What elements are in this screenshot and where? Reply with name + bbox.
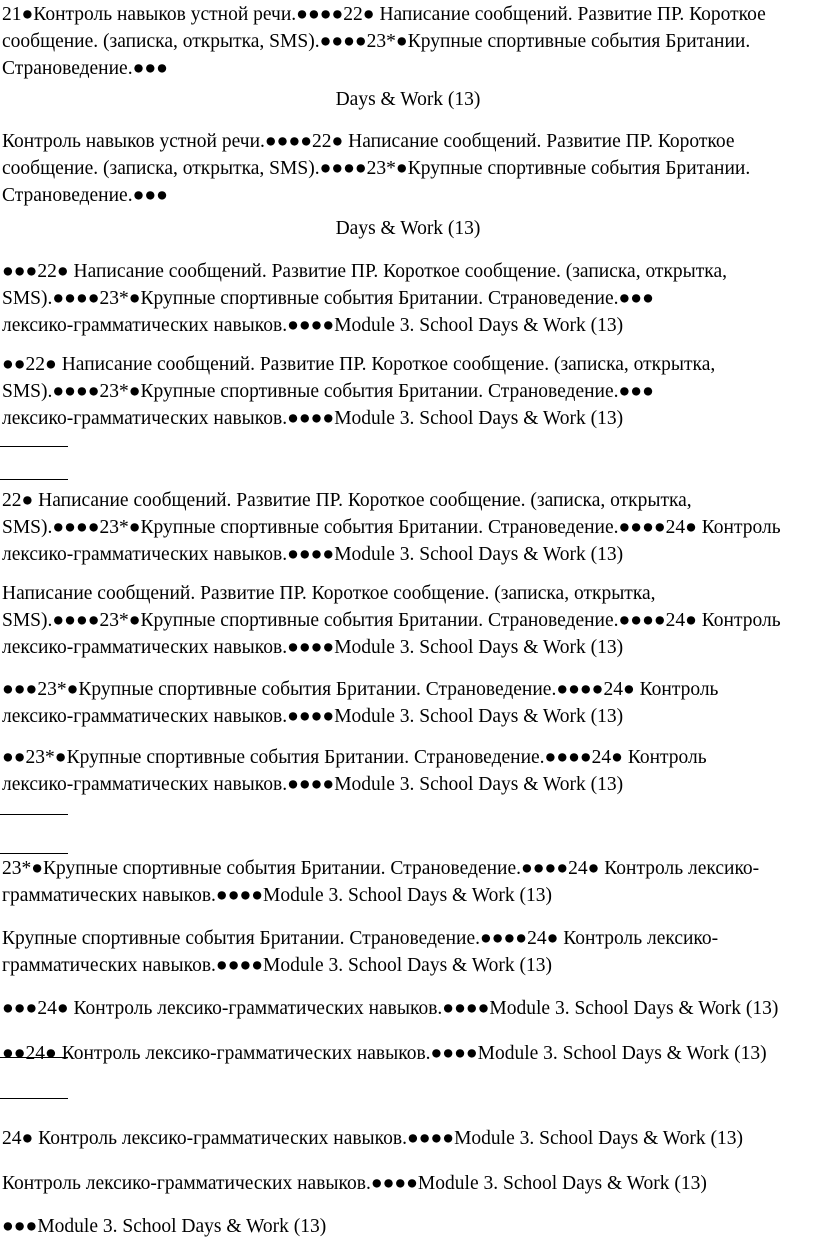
separator-rule	[0, 1098, 68, 1099]
text-line: сообщение. (записка, открытка, SMS).●●●●23*●Крупные спортивные события Британии.	[2, 158, 751, 179]
text-line: 23*●Крупные спортивные события Британии. Страноведение.●●●●24● Контроль лексико-	[2, 858, 760, 879]
text-line: Контроль лексико-грамматических навыков.●●●●Module 3. School Days & Work (13)	[2, 1173, 707, 1194]
text-line: ●●●Module 3. School Days & Work (13)	[2, 1216, 327, 1237]
text-line: Страноведение.●●●	[2, 185, 168, 206]
text-line: ●●22● Написание сообщений. Развитие ПР. Короткое сообщение. (записка, открытка,	[2, 354, 716, 375]
text-line: лексико-грамматических навыков.●●●●Module 3. School Days & Work (13)	[2, 544, 624, 565]
text-line: Написание сообщений. Развитие ПР. Короткое сообщение. (записка, открытка,	[2, 583, 656, 604]
text-line: SMS).●●●●23*●Крупные спортивные события Британии. Страноведение.●●●	[2, 288, 654, 309]
text-line: Страноведение.●●●	[2, 58, 168, 79]
text-line: SMS).●●●●23*●Крупные спортивные события Британии. Страноведение.●●●	[2, 381, 654, 402]
separator-rule	[0, 853, 68, 854]
text-line: грамматических навыков.●●●●Module 3. School Days & Work (13)	[2, 955, 552, 976]
text-line: 24● Контроль лексико-грамматических навыков.●●●●Module 3. School Days & Work (13)	[2, 1128, 744, 1149]
text-line: лексико-грамматических навыков.●●●●Module 3. School Days & Work (13)	[2, 637, 624, 658]
separator-rule	[0, 1057, 68, 1058]
text-line: Контроль навыков устной речи.●●●●22● Написание сообщений. Развитие ПР. Короткое	[2, 131, 735, 152]
separator-rule	[0, 446, 68, 447]
text-line: лексико-грамматических навыков.●●●●Module 3. School Days & Work (13)	[2, 408, 624, 429]
separator-rule	[0, 479, 68, 480]
heading-line: Days & Work (13)	[335, 89, 481, 110]
text-line: 21●Контроль навыков устной речи.●●●●22● Написание сообщений. Развитие ПР. Короткое	[2, 4, 766, 25]
text-line: ●●●22● Написание сообщений. Развитие ПР. Короткое сообщение. (записка, открытка,	[2, 261, 728, 282]
text-line: ●●●24● Контроль лексико-грамматических навыков.●●●●Module 3. School Days & Work (13)	[2, 998, 779, 1019]
text-line: 22● Написание сообщений. Развитие ПР. Короткое сообщение. (записка, открытка,	[2, 490, 692, 511]
text-line: лексико-грамматических навыков.●●●●Module 3. School Days & Work (13)	[2, 315, 624, 336]
text-line: ●●●23*●Крупные спортивные события Британии. Страноведение.●●●●24● Контроль	[2, 679, 719, 700]
heading-line: Days & Work (13)	[335, 218, 481, 239]
text-line: SMS).●●●●23*●Крупные спортивные события Британии. Страноведение.●●●●24● Контроль	[2, 517, 781, 538]
text-line: лексико-грамматических навыков.●●●●Module 3. School Days & Work (13)	[2, 706, 624, 727]
text-line: лексико-грамматических навыков.●●●●Module 3. School Days & Work (13)	[2, 774, 624, 795]
text-line: сообщение. (записка, открытка, SMS).●●●●23*●Крупные спортивные события Британии.	[2, 31, 751, 52]
text-line: Крупные спортивные события Британии. Страноведение.●●●●24● Контроль лексико-	[2, 928, 719, 949]
text-line: грамматических навыков.●●●●Module 3. School Days & Work (13)	[2, 885, 552, 906]
text-line: ●●23*●Крупные спортивные события Британии. Страноведение.●●●●24● Контроль	[2, 747, 707, 768]
separator-rule	[0, 814, 68, 815]
text-line: SMS).●●●●23*●Крупные спортивные события Британии. Страноведение.●●●●24● Контроль	[2, 610, 781, 631]
text-line: ●●24● Контроль лексико-грамматических навыков.●●●●Module 3. School Days & Work (13)	[2, 1043, 767, 1064]
